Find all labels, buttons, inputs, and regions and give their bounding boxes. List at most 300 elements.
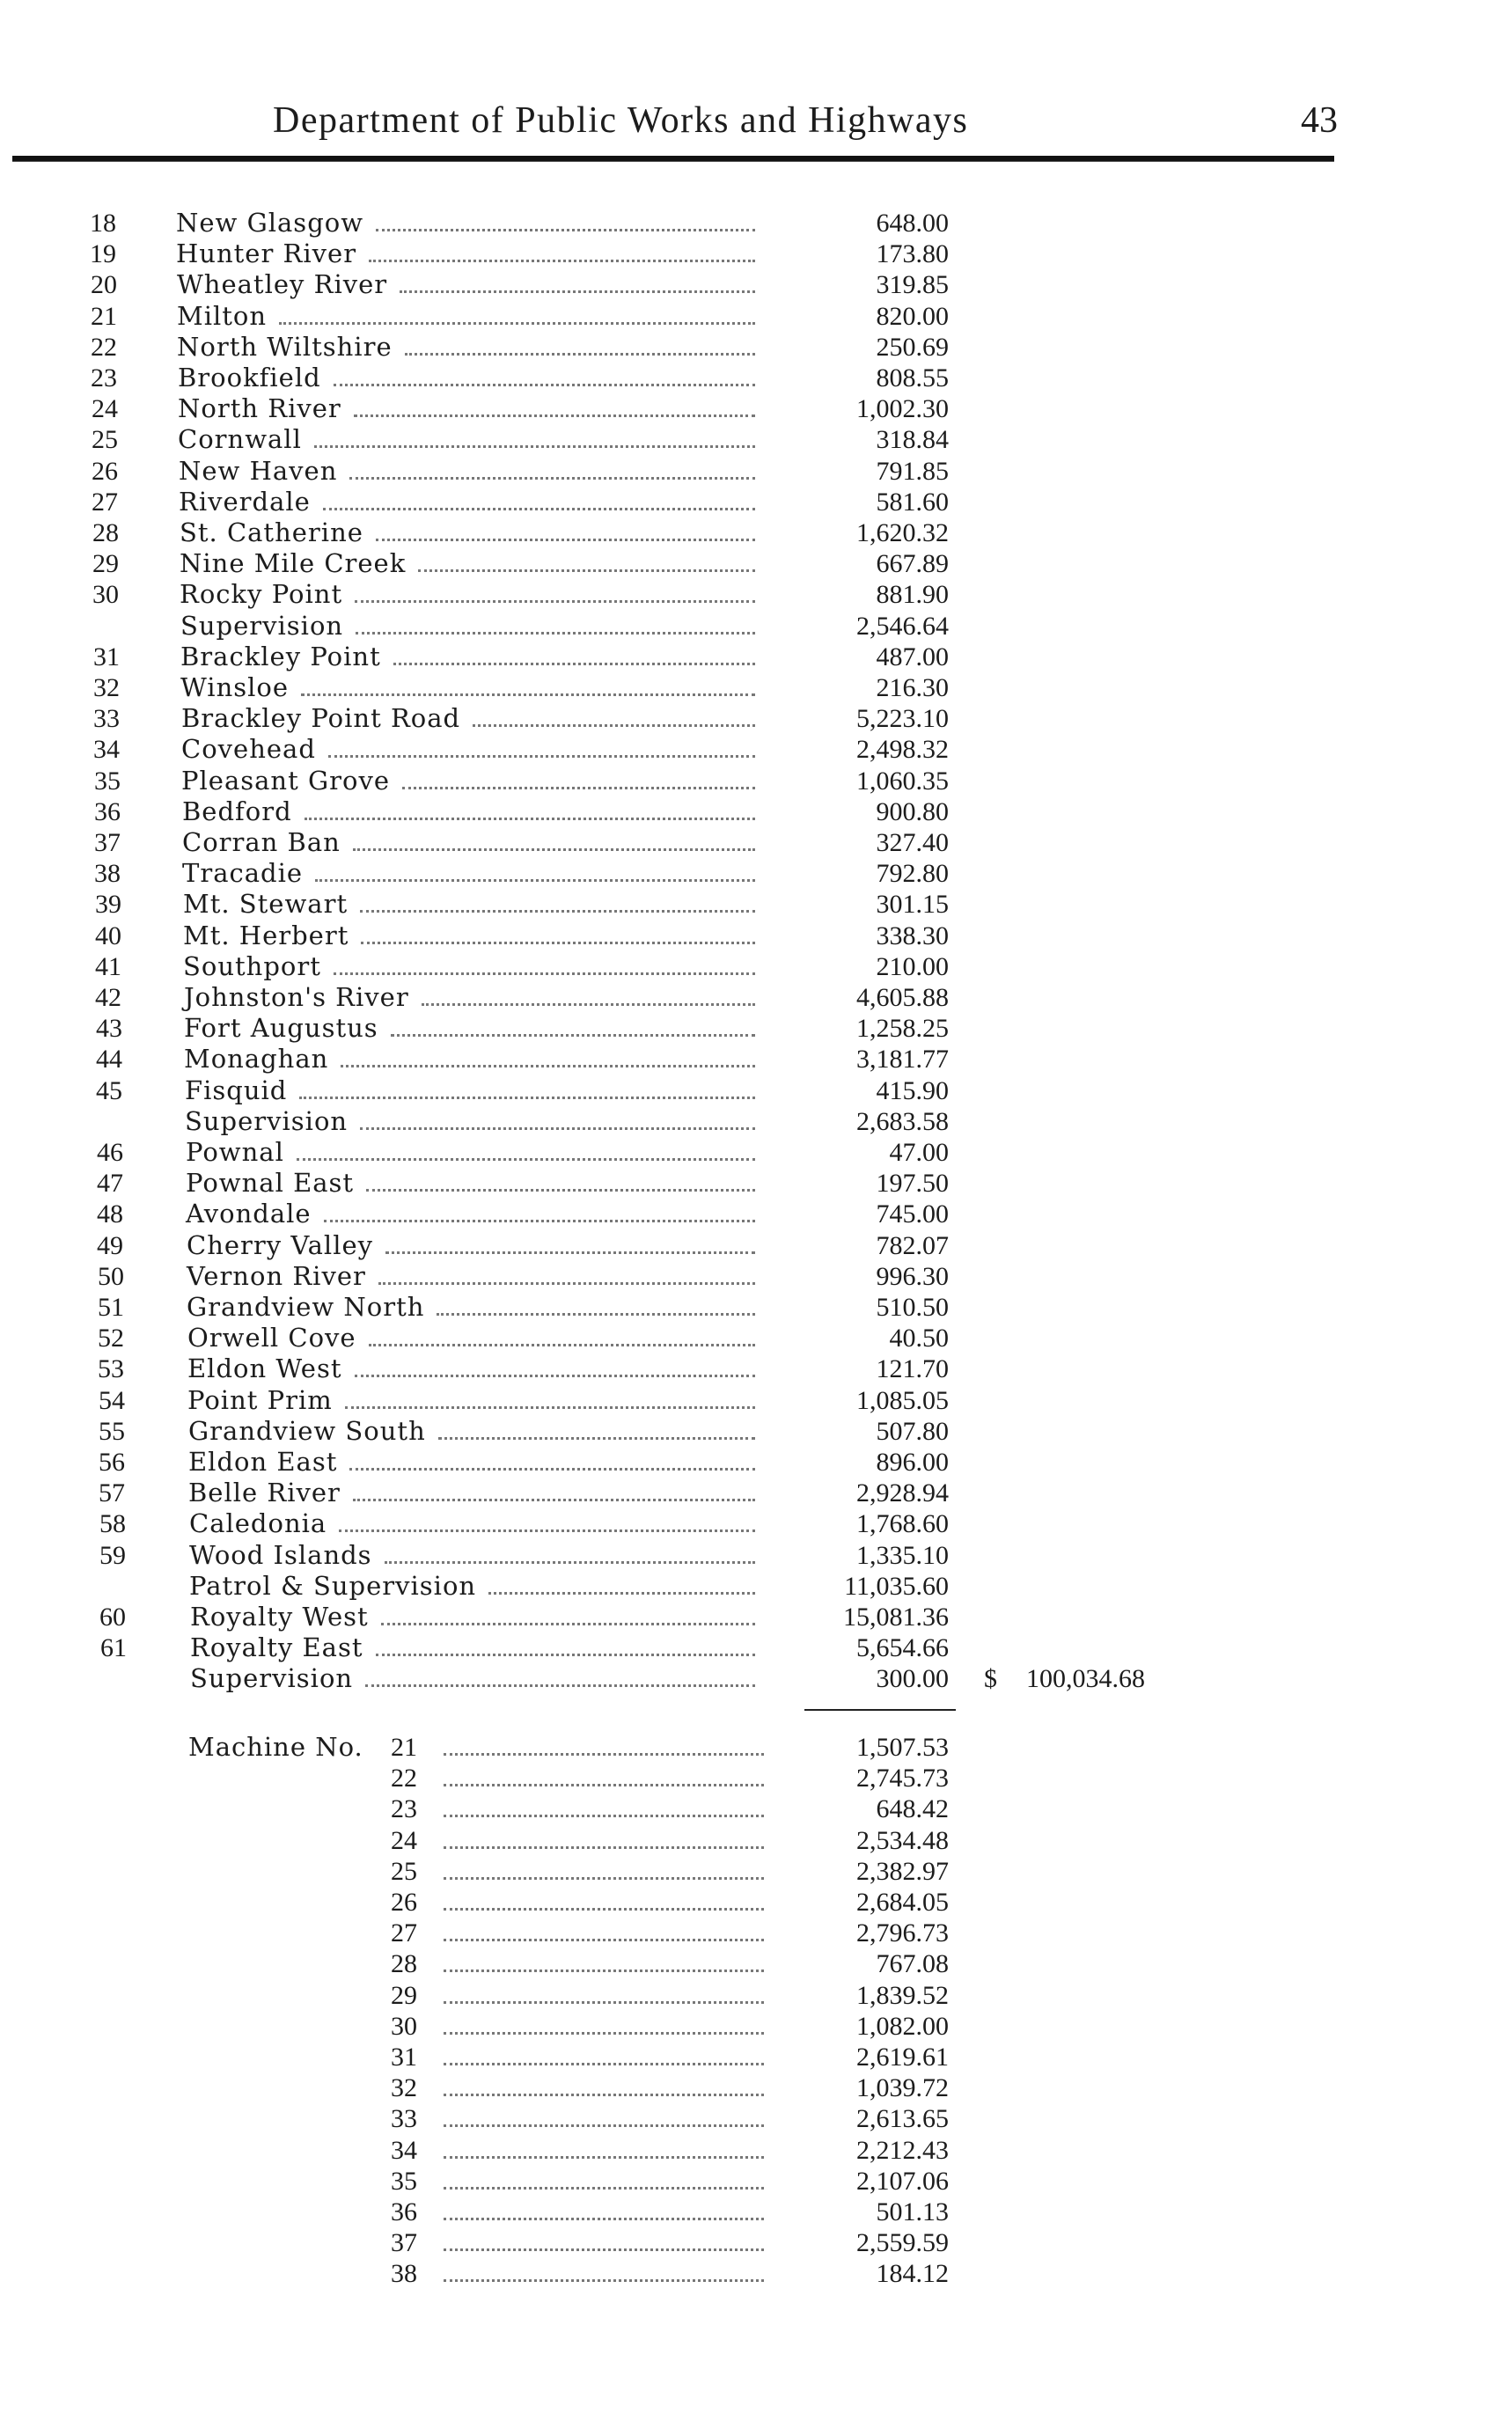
district-number: 59 bbox=[99, 1540, 126, 1570]
dot-leader bbox=[444, 2279, 764, 2282]
ledger-row bbox=[0, 1353, 1512, 1384]
machine-number: 31 bbox=[391, 2043, 417, 2072]
dot-leader bbox=[356, 632, 755, 635]
district-number: 56 bbox=[99, 1448, 125, 1477]
ledger-row bbox=[0, 1075, 1512, 1106]
page-number: 43 bbox=[1301, 100, 1338, 141]
machine-number: 34 bbox=[391, 2135, 417, 2165]
dot-leader bbox=[444, 2001, 764, 2004]
district-name: Royalty West bbox=[190, 1602, 369, 1632]
amount-value: 820.00 bbox=[876, 301, 949, 331]
ledger-row bbox=[0, 424, 1512, 455]
amount-value: 2,382.97 bbox=[856, 1856, 949, 1886]
ledger-row bbox=[0, 951, 1512, 982]
dot-leader bbox=[488, 1592, 755, 1595]
district-name: Tracadie bbox=[182, 858, 304, 889]
dot-leader bbox=[444, 2032, 764, 2035]
ledger-row bbox=[0, 517, 1512, 548]
machine-row bbox=[0, 1980, 1512, 2011]
dot-leader bbox=[301, 693, 755, 696]
district-name: Monaghan bbox=[184, 1044, 329, 1075]
district-name: Winsloe bbox=[180, 672, 290, 702]
district-name: Corran Ban bbox=[182, 827, 341, 857]
dot-leader bbox=[369, 260, 755, 262]
amount-value: 1,507.53 bbox=[856, 1733, 949, 1762]
ledger-row bbox=[0, 456, 1512, 487]
ledger-row bbox=[0, 611, 1512, 642]
dot-leader bbox=[378, 1282, 755, 1285]
district-name: Wood Islands bbox=[189, 1539, 372, 1570]
dot-leader bbox=[444, 1970, 764, 1972]
district-name: Avondale bbox=[186, 1199, 312, 1229]
amount-value: 2,498.32 bbox=[856, 735, 949, 765]
dot-leader bbox=[444, 1846, 764, 1849]
district-name: Mt. Herbert bbox=[183, 920, 349, 950]
district-number: 47 bbox=[97, 1169, 123, 1199]
district-name: New Haven bbox=[179, 455, 338, 486]
ledger-row bbox=[0, 363, 1512, 393]
total-currency-symbol: $ bbox=[984, 1664, 997, 1694]
dot-leader bbox=[444, 1908, 764, 1911]
district-number: 27 bbox=[92, 487, 118, 517]
district-name: Rocky Point bbox=[180, 579, 343, 610]
dot-leader bbox=[376, 229, 755, 231]
dot-leader bbox=[324, 1220, 755, 1222]
dot-leader bbox=[314, 445, 755, 448]
dot-leader bbox=[334, 384, 755, 386]
machine-row bbox=[0, 1918, 1512, 1948]
ledger-row bbox=[0, 1663, 1512, 1694]
amount-value: 250.69 bbox=[876, 332, 949, 362]
amount-value: 301.15 bbox=[876, 890, 949, 920]
machine-row bbox=[0, 2103, 1512, 2134]
district-name: Supervision bbox=[180, 610, 344, 641]
district-number: 28 bbox=[92, 518, 119, 547]
dot-leader bbox=[437, 1313, 755, 1316]
dot-leader bbox=[422, 1003, 755, 1006]
dot-leader bbox=[305, 818, 755, 820]
district-name: Patrol & Supervision bbox=[189, 1570, 477, 1601]
district-name: St. Catherine bbox=[180, 517, 363, 547]
total-value: 100,034.68 bbox=[1026, 1664, 1145, 1694]
amount-value: 745.00 bbox=[876, 1199, 949, 1229]
amount-value: 210.00 bbox=[876, 951, 949, 981]
machine-row bbox=[0, 1887, 1512, 1918]
amount-value: 2,546.64 bbox=[856, 611, 949, 641]
machine-label: Machine No. bbox=[188, 1732, 363, 1762]
dot-leader bbox=[349, 477, 755, 480]
dot-leader bbox=[400, 290, 755, 293]
machine-row bbox=[0, 2072, 1512, 2103]
dot-leader bbox=[355, 1375, 755, 1377]
machine-number: 22 bbox=[391, 1764, 417, 1793]
dot-leader bbox=[339, 1529, 755, 1532]
dot-leader bbox=[444, 1784, 764, 1786]
machine-row bbox=[0, 2042, 1512, 2072]
district-number: 58 bbox=[99, 1509, 126, 1539]
ledger-row bbox=[0, 642, 1512, 672]
ledger-row bbox=[0, 1168, 1512, 1199]
amount-value: 2,613.65 bbox=[856, 2104, 949, 2134]
amount-value: 2,107.06 bbox=[856, 2166, 949, 2196]
ledger-row bbox=[0, 734, 1512, 765]
ledger-row bbox=[0, 1632, 1512, 1663]
amount-value: 2,619.61 bbox=[856, 2043, 949, 2072]
amount-value: 5,223.10 bbox=[856, 704, 949, 734]
district-name: Hunter River bbox=[176, 238, 357, 269]
district-number: 36 bbox=[94, 796, 121, 826]
dot-leader bbox=[376, 1654, 755, 1656]
district-name: Brackley Point Road bbox=[181, 703, 461, 734]
dot-leader bbox=[349, 1468, 755, 1471]
grand-total bbox=[984, 1663, 1195, 1694]
amount-value: 792.80 bbox=[876, 859, 949, 889]
amount-value: 4,605.88 bbox=[856, 983, 949, 1012]
district-number: 40 bbox=[95, 921, 121, 950]
ledger-row bbox=[0, 1416, 1512, 1447]
amount-value: 667.89 bbox=[876, 549, 949, 579]
ledger-row bbox=[0, 1044, 1512, 1075]
district-number: 61 bbox=[100, 1633, 127, 1663]
amount-value: 327.40 bbox=[876, 828, 949, 857]
machine-number: 33 bbox=[391, 2104, 417, 2134]
machine-row bbox=[0, 2258, 1512, 2289]
ledger-row bbox=[0, 208, 1512, 238]
district-number: 50 bbox=[98, 1261, 124, 1291]
amount-value: 121.70 bbox=[876, 1354, 949, 1384]
district-number: 51 bbox=[98, 1293, 124, 1322]
machine-number: 32 bbox=[391, 2073, 417, 2103]
dot-leader bbox=[444, 1753, 764, 1756]
district-name: North River bbox=[178, 393, 341, 424]
district-name: Grandview North bbox=[187, 1292, 425, 1322]
dot-leader bbox=[444, 2248, 764, 2251]
district-name: Point Prim bbox=[187, 1384, 333, 1415]
dot-leader bbox=[444, 1815, 764, 1817]
amount-value: 767.08 bbox=[876, 1949, 949, 1979]
district-number: 46 bbox=[97, 1138, 123, 1167]
ledger-row bbox=[0, 1230, 1512, 1261]
district-name: Supervision bbox=[185, 1105, 349, 1136]
district-name: Milton bbox=[177, 300, 268, 331]
machine-row bbox=[0, 1948, 1512, 1979]
district-number: 33 bbox=[93, 704, 120, 734]
district-name: Pownal East bbox=[186, 1168, 355, 1199]
dot-leader bbox=[355, 600, 755, 603]
district-name: Covehead bbox=[181, 734, 316, 765]
district-name: Belle River bbox=[188, 1478, 341, 1508]
district-name: Eldon East bbox=[188, 1447, 338, 1477]
district-number: 49 bbox=[97, 1230, 123, 1260]
dot-leader bbox=[438, 1437, 755, 1440]
district-number: 45 bbox=[96, 1075, 122, 1105]
sum-rule bbox=[804, 1709, 956, 1711]
dot-leader bbox=[444, 2156, 764, 2159]
ledger-row bbox=[0, 1447, 1512, 1478]
machine-number: 35 bbox=[391, 2166, 417, 2196]
dot-leader bbox=[473, 724, 755, 727]
amount-value: 648.00 bbox=[876, 209, 949, 238]
amount-value: 1,768.60 bbox=[856, 1509, 949, 1539]
amount-value: 216.30 bbox=[876, 673, 949, 702]
district-name: Johnston's River bbox=[184, 982, 409, 1012]
amount-value: 2,796.73 bbox=[856, 1918, 949, 1948]
amount-value: 338.30 bbox=[876, 921, 949, 950]
ledger-row bbox=[0, 1323, 1512, 1353]
amount-value: 1,082.00 bbox=[856, 2011, 949, 2041]
district-name: Eldon West bbox=[187, 1353, 342, 1384]
amount-value: 40.50 bbox=[889, 1324, 949, 1353]
dot-leader bbox=[385, 1561, 755, 1564]
ledger-row bbox=[0, 548, 1512, 579]
dot-leader bbox=[323, 508, 755, 510]
district-name: Royalty East bbox=[190, 1632, 363, 1663]
dot-leader bbox=[444, 2187, 764, 2190]
district-name: Cherry Valley bbox=[187, 1229, 374, 1260]
dot-leader bbox=[444, 2124, 764, 2127]
district-name: Pownal bbox=[186, 1137, 284, 1167]
dot-leader bbox=[405, 353, 755, 356]
amount-value: 319.85 bbox=[876, 270, 949, 300]
dot-leader bbox=[297, 1158, 755, 1161]
ledger-row bbox=[0, 1540, 1512, 1571]
dot-leader bbox=[444, 2063, 764, 2065]
district-name: Riverdale bbox=[179, 486, 311, 517]
machine-row bbox=[0, 2135, 1512, 2166]
ledger-row bbox=[0, 1292, 1512, 1323]
ledger-row bbox=[0, 269, 1512, 300]
amount-value: 501.13 bbox=[876, 2197, 949, 2226]
district-name: Cornwall bbox=[178, 424, 302, 455]
amount-value: 2,559.59 bbox=[856, 2228, 949, 2258]
district-number: 53 bbox=[98, 1354, 124, 1384]
machine-row bbox=[0, 2197, 1512, 2227]
dot-leader bbox=[444, 1939, 764, 1941]
amount-value: 510.50 bbox=[876, 1293, 949, 1322]
amount-value: 1,620.32 bbox=[856, 518, 949, 547]
dot-leader bbox=[385, 1251, 755, 1254]
machine-number: 29 bbox=[391, 1980, 417, 2010]
district-number: 19 bbox=[90, 239, 116, 269]
ledger-row bbox=[0, 238, 1512, 269]
amount-value: 1,060.35 bbox=[856, 766, 949, 796]
header-rule bbox=[12, 156, 1334, 162]
ledger-row bbox=[0, 1385, 1512, 1416]
district-number: 41 bbox=[95, 951, 121, 981]
amount-value: 1,258.25 bbox=[856, 1014, 949, 1044]
ledger-row bbox=[0, 766, 1512, 796]
amount-value: 15,081.36 bbox=[843, 1603, 949, 1632]
ledger-row bbox=[0, 1137, 1512, 1168]
district-number: 38 bbox=[94, 859, 121, 889]
district-name: Nine Mile Creek bbox=[180, 548, 407, 579]
district-number: 60 bbox=[99, 1603, 126, 1632]
district-name: North Wiltshire bbox=[177, 331, 393, 362]
amount-value: 300.00 bbox=[876, 1664, 949, 1694]
ledger-row bbox=[0, 1261, 1512, 1292]
amount-value: 2,534.48 bbox=[856, 1825, 949, 1855]
district-name: Pleasant Grove bbox=[181, 765, 390, 796]
district-number: 18 bbox=[90, 209, 116, 238]
district-number: 21 bbox=[91, 301, 117, 331]
dot-leader bbox=[444, 2218, 764, 2220]
amount-value: 2,212.43 bbox=[856, 2135, 949, 2165]
district-name: Fort Augustus bbox=[184, 1013, 378, 1044]
district-name: Fisquid bbox=[185, 1075, 288, 1105]
ledger-row bbox=[0, 1602, 1512, 1632]
district-number: 37 bbox=[94, 828, 121, 857]
ledger-row bbox=[0, 1106, 1512, 1137]
dot-leader bbox=[299, 1097, 755, 1099]
amount-value: 415.90 bbox=[876, 1075, 949, 1105]
machine-number: 27 bbox=[391, 1918, 417, 1948]
district-name: New Glasgow bbox=[176, 208, 364, 238]
dot-leader bbox=[376, 539, 755, 541]
ledger-row bbox=[0, 301, 1512, 332]
amount-value: 318.84 bbox=[876, 425, 949, 455]
amount-value: 5,654.66 bbox=[856, 1633, 949, 1663]
amount-value: 2,928.94 bbox=[856, 1478, 949, 1508]
machine-number: 26 bbox=[391, 1888, 417, 1917]
ledger-row bbox=[0, 332, 1512, 363]
machine-number: 25 bbox=[391, 1856, 417, 1886]
ledger-row bbox=[0, 796, 1512, 827]
amount-value: 1,839.52 bbox=[856, 1980, 949, 2010]
amount-value: 47.00 bbox=[889, 1138, 949, 1167]
amount-value: 197.50 bbox=[876, 1169, 949, 1199]
dot-leader bbox=[418, 569, 755, 572]
amount-value: 1,085.05 bbox=[856, 1385, 949, 1415]
dot-leader bbox=[360, 1127, 755, 1130]
dot-leader bbox=[444, 2094, 764, 2096]
district-number: 25 bbox=[92, 425, 118, 455]
machine-row bbox=[0, 2227, 1512, 2258]
district-number: 42 bbox=[95, 983, 121, 1012]
dot-leader bbox=[279, 322, 755, 325]
district-number: 34 bbox=[93, 735, 120, 765]
district-number: 57 bbox=[99, 1478, 125, 1508]
amount-value: 1,002.30 bbox=[856, 394, 949, 424]
ledger-row bbox=[0, 393, 1512, 424]
dot-leader bbox=[361, 942, 755, 944]
machine-number: 23 bbox=[391, 1794, 417, 1824]
district-number: 39 bbox=[95, 890, 121, 920]
amount-value: 896.00 bbox=[876, 1448, 949, 1477]
amount-value: 1,039.72 bbox=[856, 2073, 949, 2103]
ledger-row bbox=[0, 889, 1512, 920]
amount-value: 173.80 bbox=[876, 239, 949, 269]
ledger-row bbox=[0, 487, 1512, 517]
machine-number: 24 bbox=[391, 1825, 417, 1855]
amount-value: 808.55 bbox=[876, 363, 949, 392]
district-name: Wheatley River bbox=[177, 269, 388, 300]
district-number: 54 bbox=[99, 1385, 125, 1415]
district-number: 31 bbox=[93, 642, 120, 671]
district-name: Mt. Stewart bbox=[183, 889, 349, 920]
dot-leader bbox=[402, 787, 755, 789]
ledger-row bbox=[0, 1199, 1512, 1229]
district-number: 22 bbox=[91, 332, 117, 362]
page-header-title: Department of Public Works and Highways bbox=[273, 100, 969, 141]
amount-value: 581.60 bbox=[876, 487, 949, 517]
district-number: 26 bbox=[92, 456, 118, 486]
dot-leader bbox=[328, 755, 755, 758]
amount-value: 996.30 bbox=[876, 1261, 949, 1291]
district-name: Brackley Point bbox=[180, 641, 381, 671]
dot-leader bbox=[381, 1623, 755, 1625]
ledger-row bbox=[0, 579, 1512, 610]
district-name: Supervision bbox=[190, 1663, 354, 1694]
district-number: 32 bbox=[93, 673, 120, 702]
dot-leader bbox=[334, 972, 755, 975]
dot-leader bbox=[369, 1344, 755, 1346]
machine-row bbox=[0, 2011, 1512, 2042]
district-number: 35 bbox=[94, 766, 121, 796]
ledger-row bbox=[0, 827, 1512, 858]
machine-number: 38 bbox=[391, 2259, 417, 2289]
dot-leader bbox=[366, 1189, 755, 1192]
district-name: Southport bbox=[183, 950, 321, 981]
ledger-row bbox=[0, 858, 1512, 889]
ledger-row bbox=[0, 1571, 1512, 1602]
dot-leader bbox=[360, 910, 755, 913]
amount-value: 1,335.10 bbox=[856, 1540, 949, 1570]
district-name: Bedford bbox=[182, 796, 292, 826]
district-number: 30 bbox=[92, 580, 119, 610]
district-number: 20 bbox=[91, 270, 117, 300]
machine-row bbox=[0, 1732, 1512, 1763]
ledger-row bbox=[0, 1478, 1512, 1508]
district-number: 52 bbox=[98, 1324, 124, 1353]
dot-leader bbox=[345, 1406, 755, 1409]
amount-value: 782.07 bbox=[876, 1230, 949, 1260]
district-name: Grandview South bbox=[188, 1415, 426, 1446]
dot-leader bbox=[393, 663, 755, 665]
amount-value: 487.00 bbox=[876, 642, 949, 671]
amount-value: 3,181.77 bbox=[856, 1045, 949, 1075]
amount-value: 900.80 bbox=[876, 796, 949, 826]
machine-number: 28 bbox=[391, 1949, 417, 1979]
district-number: 44 bbox=[96, 1045, 122, 1075]
amount-value: 184.12 bbox=[876, 2259, 949, 2289]
dot-leader bbox=[354, 414, 755, 417]
dot-leader bbox=[365, 1684, 755, 1687]
dot-leader bbox=[444, 1877, 764, 1880]
district-number: 29 bbox=[92, 549, 119, 579]
dot-leader bbox=[315, 879, 755, 882]
machine-row bbox=[0, 1793, 1512, 1824]
district-name: Brookfield bbox=[178, 363, 321, 392]
district-number: 43 bbox=[96, 1014, 122, 1044]
machine-row bbox=[0, 1825, 1512, 1856]
amount-value: 11,035.60 bbox=[844, 1571, 949, 1601]
ledger-row bbox=[0, 1013, 1512, 1044]
machine-number: 21 bbox=[391, 1733, 417, 1762]
machine-row bbox=[0, 1763, 1512, 1793]
amount-value: 507.80 bbox=[876, 1416, 949, 1446]
dot-leader bbox=[391, 1034, 755, 1037]
district-number: 23 bbox=[91, 363, 117, 392]
ledger-row bbox=[0, 921, 1512, 951]
ledger-row bbox=[0, 672, 1512, 703]
amount-value: 2,745.73 bbox=[856, 1764, 949, 1793]
district-number: 24 bbox=[92, 394, 118, 424]
dot-leader bbox=[341, 1065, 755, 1067]
dot-leader bbox=[353, 848, 755, 851]
dot-leader bbox=[353, 1499, 755, 1501]
amount-value: 2,684.05 bbox=[856, 1888, 949, 1917]
ledger-row bbox=[0, 1508, 1512, 1539]
